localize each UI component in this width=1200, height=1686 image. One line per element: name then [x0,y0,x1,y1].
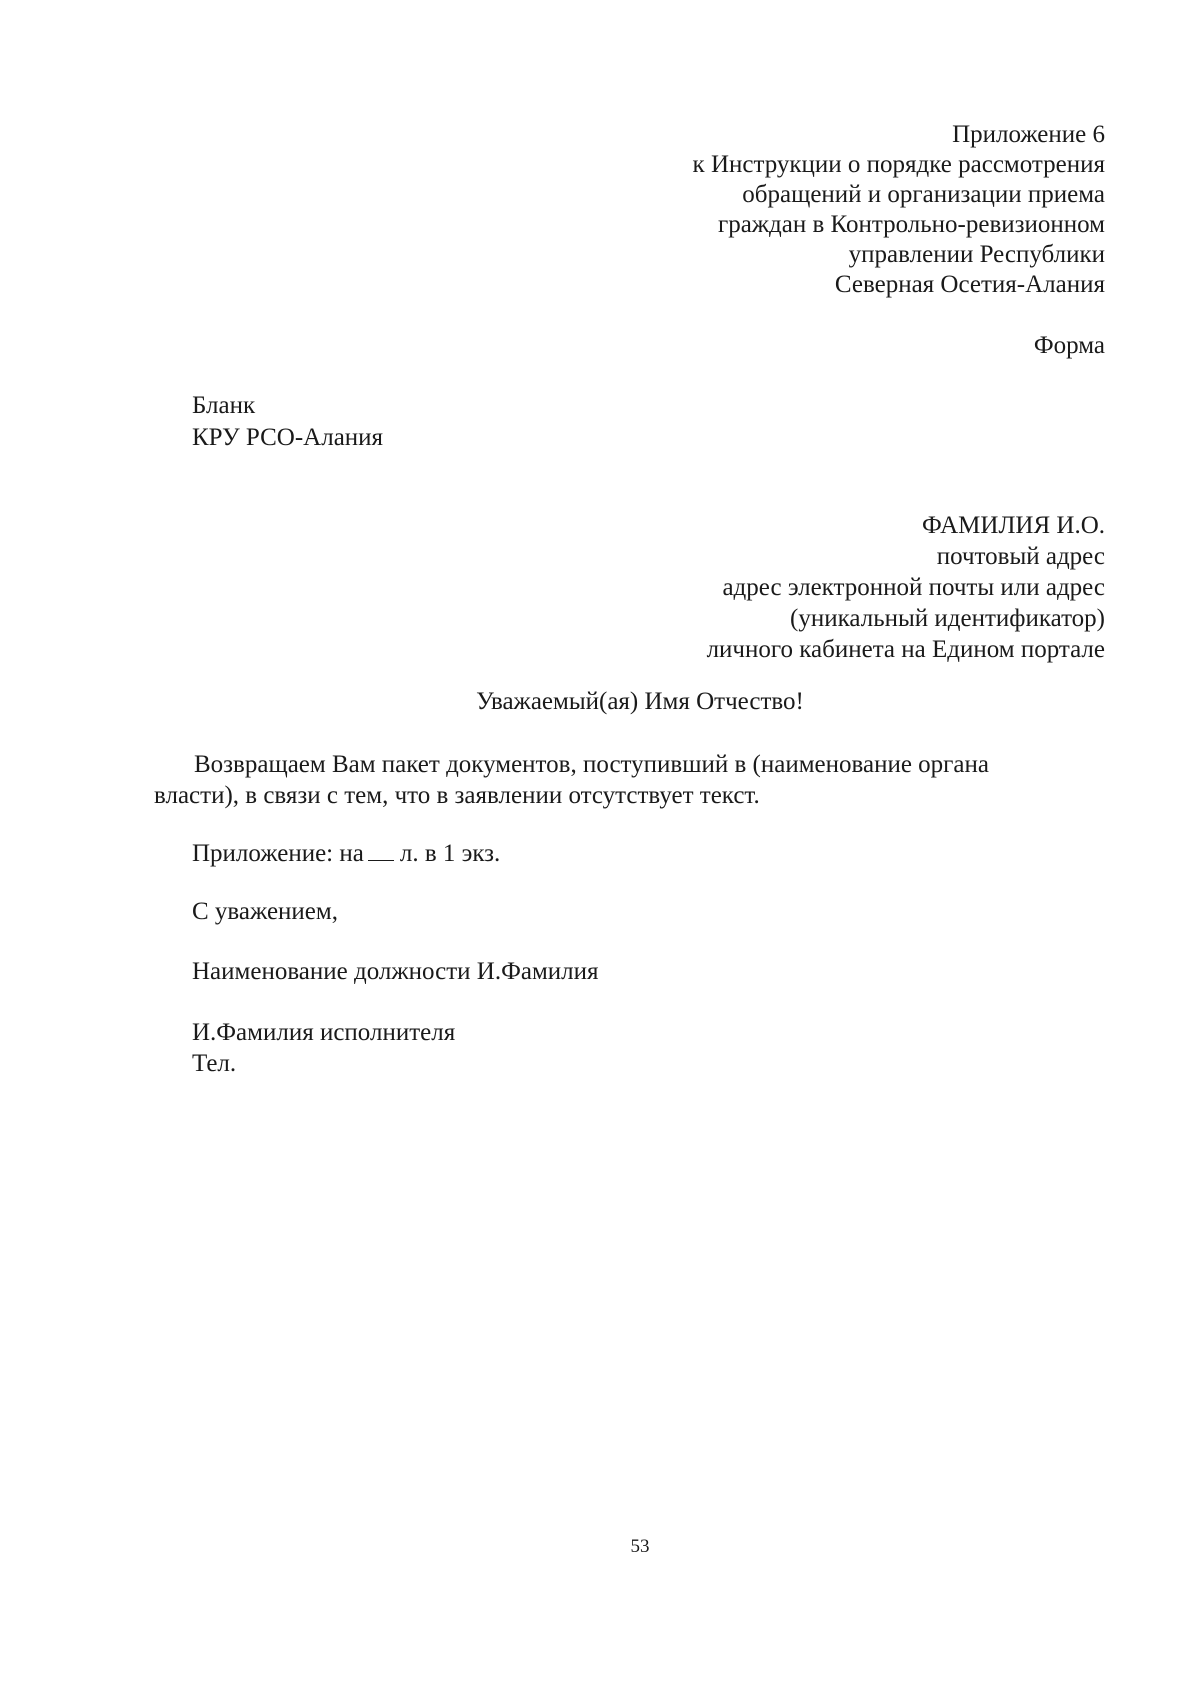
annex-line: управлении Республики [848,241,1105,268]
attachment-prefix: Приложение: на [192,840,364,867]
recipient-line: почтовый адрес [936,543,1105,570]
annex-line: граждан в Контрольно-ревизионном [717,211,1105,238]
recipient-line: личного кабинета на Едином портале [706,636,1105,663]
blank-field-underline [368,840,394,861]
executor-phone: Тел. [192,1050,237,1077]
recipient-line: адрес электронной почты или адрес [722,574,1105,601]
regards: С уважением, [192,898,338,925]
annex-line: обращений и организации приема [742,181,1105,208]
recipient-block [707,510,1105,665]
annex-line: к Инструкции о порядке рассмотрения [692,151,1105,178]
annex-header [693,120,1105,300]
letterhead-blank [192,390,383,454]
attachment-line [192,840,500,868]
annex-line: Приложение 6 [952,121,1105,148]
attachment-suffix: л. в 1 экз. [399,840,501,867]
executor-block [192,1017,455,1079]
blank-org: КРУ РСО-Алания [192,424,384,451]
signature-position: Наименование должности И.Фамилия [192,958,599,985]
blank-line: Бланк [192,392,256,419]
greeting: Уважаемый(ая) Имя Отчество! [476,688,804,715]
body-line: власти), в связи с тем, что в заявлении отсутствует текст. [154,782,760,809]
executor-name: И.Фамилия исполнителя [192,1019,456,1046]
page-number: 53 [630,1536,650,1557]
recipient-name: ФАМИЛИЯ И.О. [921,512,1105,539]
body-line: Возвращаем Вам пакет документов, поступивший в (наименование органа [194,751,989,778]
recipient-line: (уникальный идентификатор) [790,605,1105,632]
annex-line: Северная Осетия-Алания [834,271,1105,298]
body-paragraph [154,749,1054,811]
form-label: Форма [1033,332,1105,359]
